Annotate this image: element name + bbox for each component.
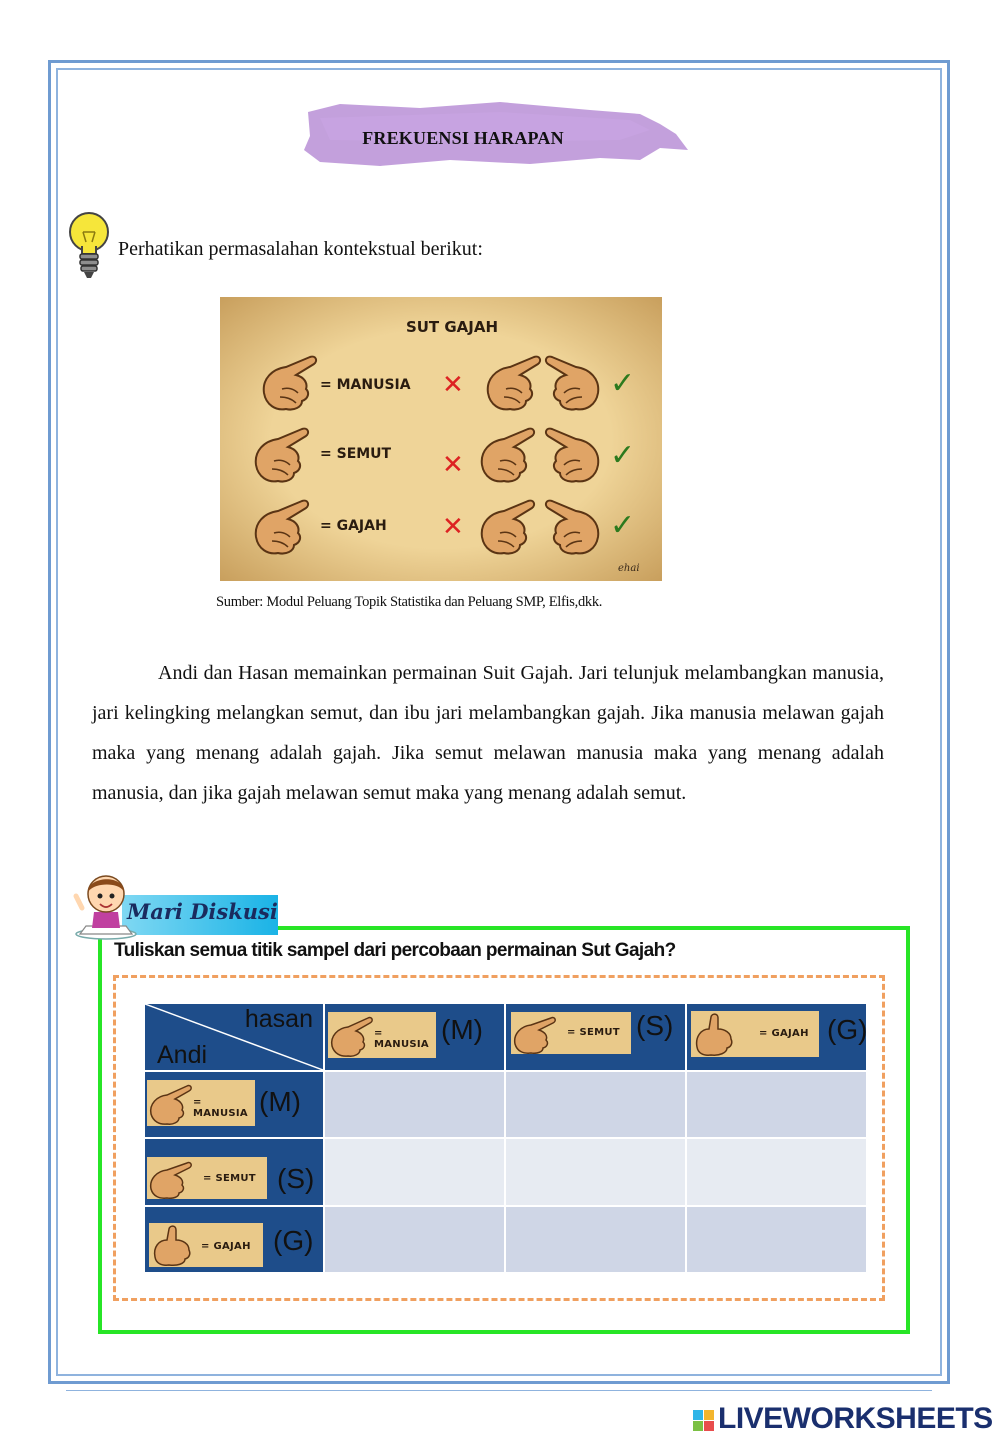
page-title: FREKUENSI HARAPAN [362, 128, 564, 148]
liveworksheets-watermark: LIVEWORKSHEETS [718, 1402, 993, 1435]
comic-row-manusia: = MANUSIA [320, 377, 411, 393]
comic-cross-2: ✕ [442, 450, 464, 480]
hand-manusia-card [147, 1080, 255, 1126]
comic-cross-3: ✕ [442, 512, 464, 542]
column-header-semut [505, 1003, 686, 1071]
image-source-caption: Sumber: Modul Peluang Topik Statistika dan Peluang SMP, Elfis,dkk. [216, 594, 603, 610]
hand-gajah-card [691, 1011, 819, 1057]
table-corner-cell [144, 1003, 324, 1071]
comic-heading: SUT GAJAH [405, 318, 499, 336]
answer-cell-m-s[interactable] [505, 1071, 686, 1138]
row-header-gajah [144, 1206, 324, 1273]
frame-bottom-line [66, 1390, 932, 1391]
comic-check-3: ✓ [610, 508, 636, 543]
discussion-label: Mari Diskusi [127, 899, 278, 924]
row-header-manusia [144, 1071, 324, 1138]
sample-space-table [143, 1002, 868, 1274]
hand-label: = SEMUT [567, 1027, 620, 1038]
column-code: (M) [441, 1014, 483, 1045]
column-header-gajah [686, 1003, 867, 1071]
answer-cell-s-g[interactable] [686, 1138, 867, 1206]
column-code: (S) [636, 1010, 674, 1041]
comic-check-2: ✓ [610, 438, 636, 473]
hand-label: = SEMUT [203, 1173, 256, 1184]
column-code: (G) [827, 1014, 868, 1045]
comic-row-gajah: = GAJAH [320, 518, 387, 534]
liveworksheets-logo-icon [692, 1404, 716, 1438]
hand-label: = GAJAH [201, 1241, 251, 1252]
hand-label: = MANUSIA [374, 1028, 429, 1050]
row-code: (S) [277, 1163, 315, 1194]
discussion-question: Tuliskan semua titik sampel dari percobaan permainan Sut Gajah? [114, 940, 676, 961]
comic-row-semut: = SEMUT [320, 446, 392, 462]
hand-semut-card [511, 1012, 631, 1054]
comic-signature: ehai [618, 563, 640, 574]
comic-cross-1: ✕ [442, 370, 464, 400]
hand-semut-card [147, 1157, 267, 1199]
hand-label: = GAJAH [759, 1028, 809, 1039]
context-paragraph [92, 653, 884, 813]
hand-label: = MANUSIA [193, 1097, 248, 1119]
answer-cell-g-m[interactable] [324, 1206, 505, 1273]
column-player-label: hasan [244, 1005, 313, 1033]
row-code: (M) [259, 1086, 301, 1117]
sut-gajah-comic [220, 297, 662, 581]
lightbulb-icon [66, 210, 112, 282]
intro-text: Perhatikan permasalahan kontekstual berikut: [118, 238, 483, 260]
answer-cell-s-s[interactable] [505, 1138, 686, 1206]
answer-cell-m-g[interactable] [686, 1071, 867, 1138]
answer-cell-s-m[interactable] [324, 1138, 505, 1206]
answer-cell-g-g[interactable] [686, 1206, 867, 1273]
comic-check-1: ✓ [610, 366, 636, 401]
row-player-label: Andi [157, 1041, 208, 1069]
row-header-semut [144, 1138, 324, 1206]
column-header-manusia [324, 1003, 505, 1071]
answer-cell-m-m[interactable] [324, 1071, 505, 1138]
answer-cell-g-s[interactable] [505, 1206, 686, 1273]
row-code: (G) [273, 1225, 314, 1256]
hand-manusia-card [328, 1012, 436, 1058]
paragraph-text: Andi dan Hasan memainkan permainan Suit Gajah. Jari telunjuk melambangkan manusia, jari kelingking melangkan semut, dan ibu jari melambangkan gajah. Jika manusia melawan gajah maka yang menang adalah gajah. Jika semut melawan manusia maka yang menang adalah manusia, dan jika gajah melawan semut maka yang menang adalah semut. [92, 662, 884, 804]
hand-gajah-card [149, 1223, 263, 1267]
